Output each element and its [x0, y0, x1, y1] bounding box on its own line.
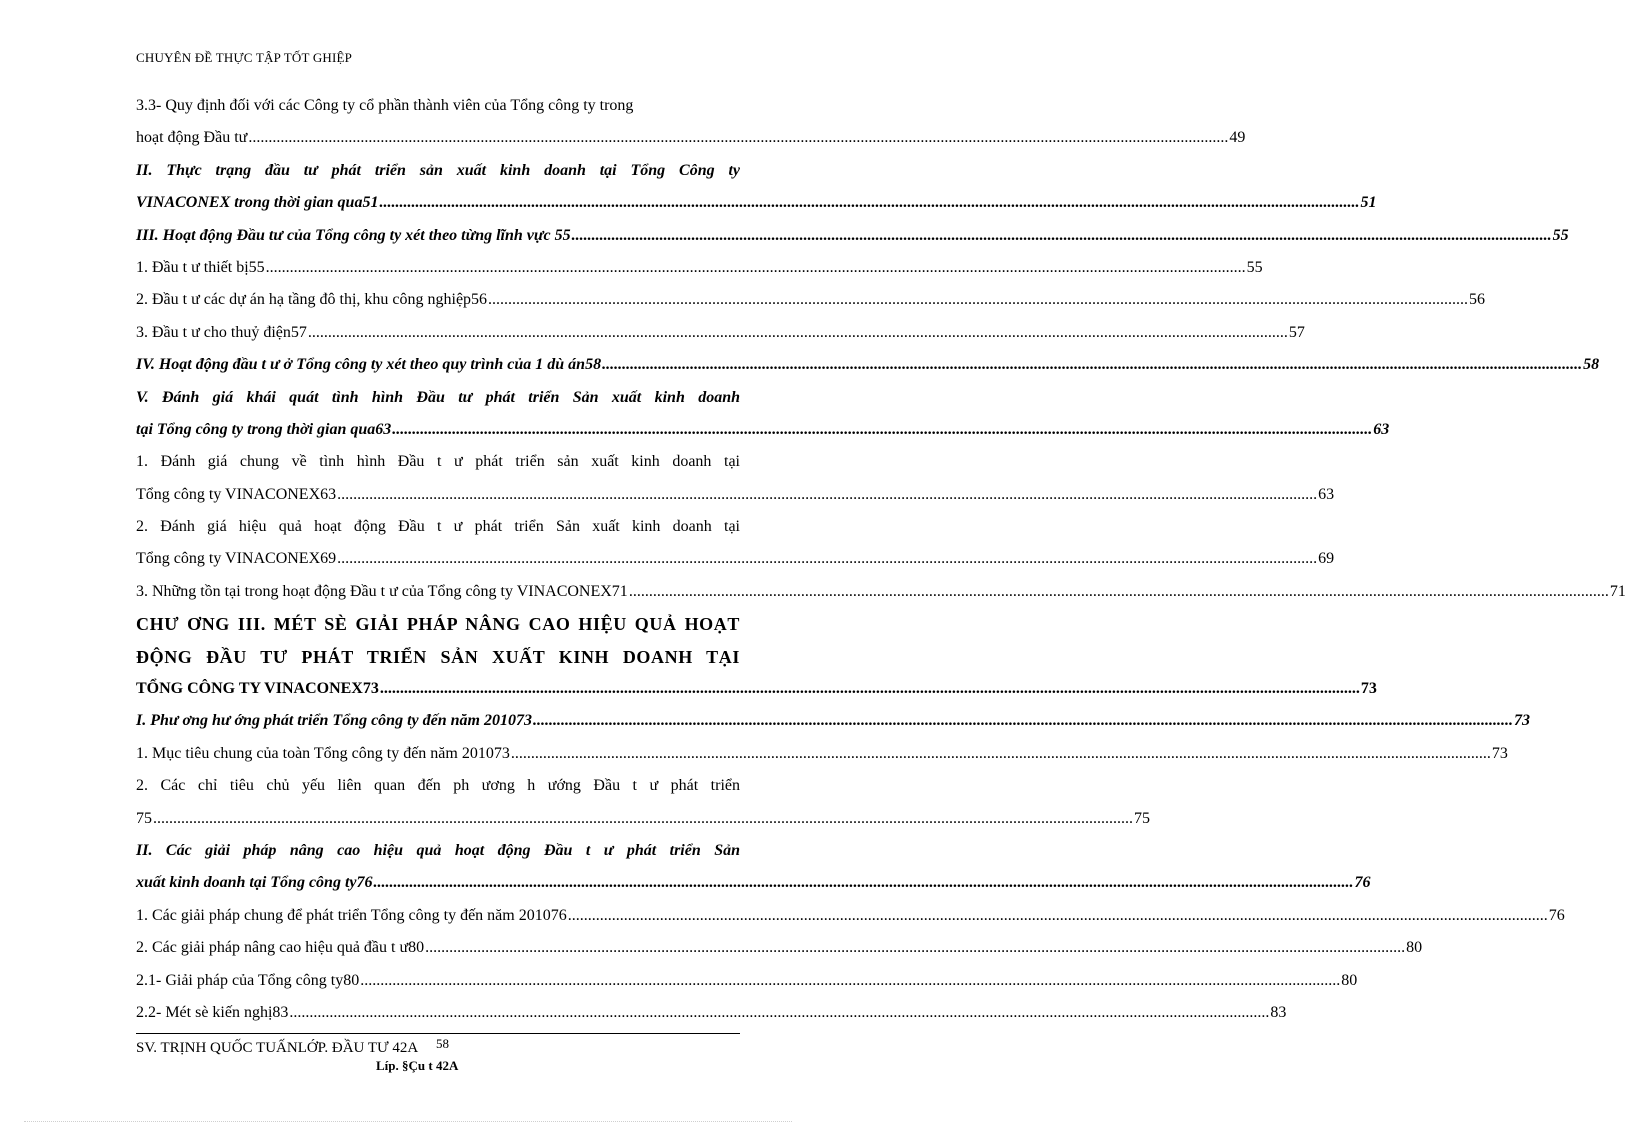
toc-entry-text: tại Tổng công ty trong thời gian qua63	[136, 420, 392, 438]
toc-leader-dots	[248, 122, 1228, 154]
toc-page-number: 57	[1288, 323, 1305, 341]
toc-leader-dots	[337, 543, 1317, 575]
document-header: CHUYÊN ĐỀ THỰC TẬP TỐT GHIỆP	[136, 50, 353, 65]
toc-leader-dots	[568, 900, 1548, 932]
toc-page-number: 63	[1373, 420, 1390, 438]
toc-entry-text: V. Đánh giá khái quát tình hình Đầu tư phát triển Sản xuất kinh doanh	[136, 388, 740, 406]
toc-leader-dots	[153, 803, 1133, 835]
toc-page-number: 69	[1318, 550, 1335, 568]
toc-entry	[136, 803, 1150, 835]
toc-entry-text: 1. Đánh giá chung về tình hình Đầu t ư phát triển sản xuất kinh doanh tại	[136, 453, 740, 471]
toc-page-number: 76	[1354, 874, 1371, 892]
toc-page-number: 83	[1270, 1003, 1287, 1021]
toc-entry-text: 2. Các chỉ tiêu chủ yếu liên quan đến ph ương h ướng Đầu t ư phát triển	[136, 777, 740, 795]
toc-entry-text: 1. Đầu t ư thiết bị55	[136, 258, 265, 276]
toc-entry-text: xuất kinh doanh tại Tổng công ty76	[136, 874, 373, 892]
toc-entry	[136, 122, 1246, 154]
toc-leader-dots	[533, 705, 1513, 737]
toc-entry	[136, 867, 1371, 899]
toc-entry-text: 2. Đánh giá hiệu quả hoạt động Đầu t ư phát triển Sản xuất kinh doanh tại	[136, 518, 740, 536]
toc-entry	[136, 835, 776, 867]
toc-entry-text: Tổng công ty VINACONEX63	[136, 485, 337, 503]
toc-entry	[136, 349, 1600, 381]
toc-entry-text: ĐỘNG ĐẦU TƯ PHÁT TRIỂN SẢN XUẤT KINH DOANH TẠI	[136, 646, 740, 667]
toc-entry	[136, 252, 1263, 284]
toc-entry-text: 3. Đầu t ư cho thuỷ điện57	[136, 323, 307, 341]
toc-entry-text: 75	[136, 809, 152, 827]
page-number: 58	[436, 1036, 449, 1051]
toc-page-number: 56	[1469, 291, 1486, 309]
toc-entry-text: VINACONEX trong thời gian qua51	[136, 194, 379, 212]
toc-entry-text: CHƯ ƠNG III. MÉT SÈ GIẢI PHÁP NÂNG CAO HIỆU QUẢ HOẠT	[136, 614, 740, 635]
toc-page-number: 63	[1318, 485, 1335, 503]
toc-entry	[136, 220, 1569, 252]
toc-page-number: 73	[1491, 744, 1508, 762]
toc-page-number: 73	[1513, 712, 1530, 730]
toc-entry-text: 1. Các giải pháp chung để phát triển Tổng công ty đến năm 201076	[136, 906, 567, 924]
toc-leader-dots	[337, 479, 1317, 511]
toc-entry-text: II. Các giải pháp nâng cao hiệu quả hoạt động Đầu t ư phát triển Sản	[136, 841, 740, 859]
toc-entry-text: 3. Những tồn tại trong hoạt động Đầu t ư của Tổng công ty VINACONEX71	[136, 582, 628, 600]
toc-page-number: 80	[1406, 939, 1423, 957]
toc-entry	[136, 673, 1377, 705]
toc-entry	[136, 479, 1335, 511]
toc-entry	[136, 641, 776, 673]
toc-leader-dots	[374, 867, 1354, 899]
toc-leader-dots	[602, 349, 1582, 381]
toc-leader-dots	[289, 997, 1269, 1029]
toc-entry	[136, 187, 1377, 219]
toc-entry-text: IV. Hoạt động đầu t ư ở Tổng công ty xét theo quy trình của 1 dù án58	[136, 356, 602, 374]
toc-entry-text: 2. Đầu t ư các dự án hạ tầng đô thị, khu công nghiệp56	[136, 291, 488, 309]
toc-page-number: 58	[1583, 356, 1600, 374]
toc-leader-dots	[266, 252, 1246, 284]
toc-entry	[136, 770, 776, 802]
footer-student-info: SV. TRỊNH QUỐC TUẤNLỚP. ĐẦU TƯ 42A	[136, 1040, 419, 1056]
toc-entry-text: 2.1- Giải pháp của Tổng công ty80	[136, 971, 360, 989]
toc-leader-dots	[308, 317, 1288, 349]
toc-entry	[136, 317, 1305, 349]
toc-leader-dots	[511, 738, 1491, 770]
toc-entry-text: TỔNG CÔNG TY VINACONEX73	[136, 680, 379, 698]
toc-entry	[136, 543, 1335, 575]
toc-page-number: 76	[1548, 906, 1565, 924]
toc-leader-dots	[629, 576, 1609, 608]
toc-entry-text: III. Hoạt động Đầu tư của Tổng công ty xét theo từng lĩnh vực 55	[136, 226, 571, 244]
toc-leader-dots	[488, 284, 1468, 316]
toc-page-number: 55	[1246, 258, 1263, 276]
toc-entry-text: 3.3- Quy định đối với các Công ty cổ phần thành viên của Tổng công ty trong	[136, 97, 634, 114]
toc-entry	[136, 511, 776, 543]
toc-entry	[136, 90, 776, 122]
toc-page-number: 49	[1229, 129, 1246, 147]
toc-entry	[136, 997, 1287, 1029]
toc-leader-dots	[425, 932, 1405, 964]
toc-entry	[136, 446, 776, 478]
toc-page-number: 55	[1552, 226, 1569, 244]
toc-page-number: 75	[1134, 809, 1150, 827]
toc-entry	[136, 576, 1626, 608]
toc-leader-dots	[572, 220, 1552, 252]
toc-page-number: 51	[1360, 194, 1377, 212]
toc-entry	[136, 900, 1565, 932]
toc-leader-dots	[380, 673, 1360, 705]
toc-entry	[136, 382, 776, 414]
table-of-contents	[136, 90, 1626, 1029]
toc-entry	[136, 965, 1358, 997]
toc-entry-text: 2.2- Mét sè kiến nghị83	[136, 1003, 289, 1021]
toc-entry-text: Tổng công ty VINACONEX69	[136, 550, 337, 568]
toc-leader-dots	[360, 965, 1340, 997]
toc-entry	[136, 738, 1508, 770]
toc-entry-text: 1. Mục tiêu chung của toàn Tổng công ty đến năm 201073	[136, 744, 510, 762]
toc-entry	[136, 932, 1423, 964]
toc-entry	[136, 414, 1390, 446]
toc-entry-text: II. Thực trạng đầu tư phát triển sản xuất kinh doanh tại Tổng Công ty	[136, 161, 740, 179]
toc-page-number: 73	[1360, 680, 1377, 698]
toc-entry-text: 2. Các giải pháp nâng cao hiệu quả đầu t ư80	[136, 939, 425, 957]
page-edge	[24, 1121, 792, 1122]
toc-entry	[136, 608, 776, 640]
toc-leader-dots	[392, 414, 1372, 446]
toc-entry	[136, 284, 1486, 316]
toc-leader-dots	[379, 187, 1359, 219]
toc-entry	[136, 705, 1530, 737]
toc-entry	[136, 155, 776, 187]
footer-divider	[136, 1033, 740, 1034]
toc-entry-text: I. Phư ơng hư ớng phát triển Tổng công ty đến năm 201073	[136, 712, 532, 730]
toc-page-number: 71	[1609, 582, 1626, 600]
toc-entry-text: hoạt động Đầu tư	[136, 129, 248, 147]
footer-class-line: Líp. §Çu t 42A	[376, 1058, 459, 1073]
toc-page-number: 80	[1341, 971, 1358, 989]
